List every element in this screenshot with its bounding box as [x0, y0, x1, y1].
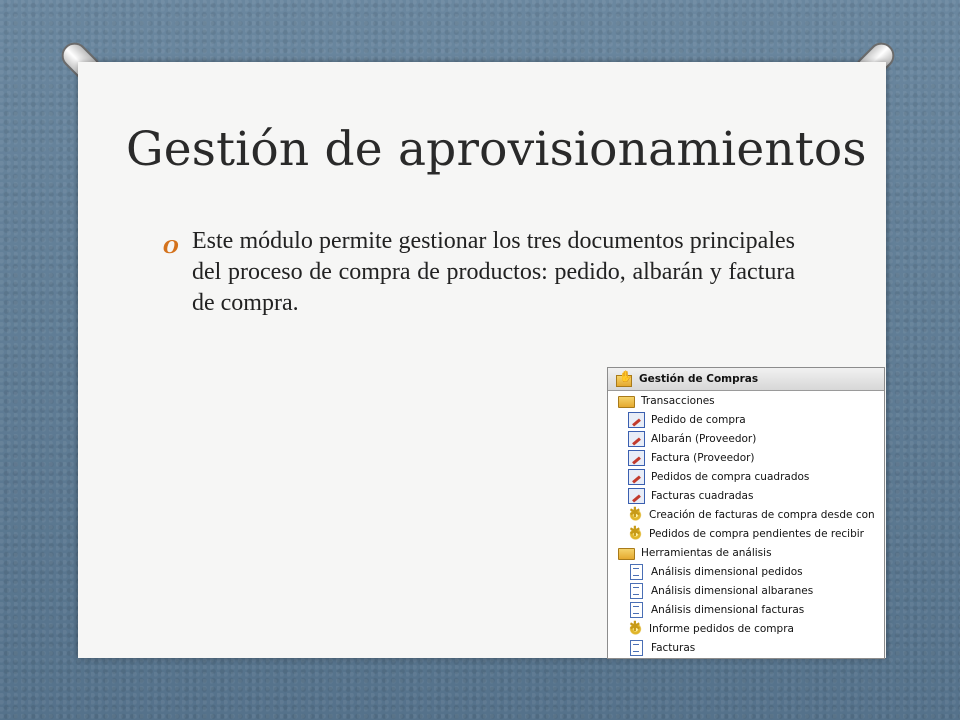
- tree-item-label: Pedidos de compra pendientes de recibir: [649, 527, 864, 540]
- tree-item[interactable]: [608, 429, 884, 448]
- tree-group[interactable]: [608, 391, 884, 410]
- tree-item-label: Facturas: [651, 641, 696, 654]
- folder-icon: [618, 396, 635, 408]
- tree-item-label: Pedidos de compra cuadrados: [651, 470, 810, 483]
- menu-tree: [608, 391, 884, 657]
- purchases-folder-icon: [616, 372, 632, 386]
- slide-title: Gestión de aprovisionamientos: [126, 122, 867, 177]
- report-icon: [630, 602, 643, 618]
- folder-icon: [618, 548, 635, 560]
- tree-item-label: Informe pedidos de compra: [649, 622, 794, 635]
- tree-item-label: Facturas cuadradas: [651, 489, 754, 502]
- menu-tree-panel: [607, 367, 885, 659]
- tree-item-label: Pedido de compra: [651, 413, 746, 426]
- bullet-marker: O: [163, 237, 179, 258]
- menu-tree-header[interactable]: [608, 368, 884, 391]
- menu-tree-header-label: Gestión de Compras: [639, 373, 759, 385]
- tree-item[interactable]: [608, 410, 884, 429]
- report-icon: [630, 564, 643, 580]
- tree-item[interactable]: [608, 562, 884, 581]
- window-icon: [628, 469, 645, 485]
- tree-item-label: Análisis dimensional pedidos: [651, 565, 803, 578]
- tree-item[interactable]: [608, 581, 884, 600]
- tree-item[interactable]: [608, 619, 884, 638]
- tree-item[interactable]: [608, 638, 884, 657]
- window-icon: [628, 412, 645, 428]
- tree-item-label: Creación de facturas de compra desde con: [649, 508, 875, 521]
- tree-group-label: Herramientas de análisis: [641, 546, 772, 559]
- gear-icon: [628, 508, 643, 522]
- tree-item-label: Factura (Proveedor): [651, 451, 755, 464]
- report-icon: [630, 640, 643, 656]
- tree-item[interactable]: [608, 524, 884, 543]
- tree-item[interactable]: [608, 505, 884, 524]
- report-icon: [630, 583, 643, 599]
- tree-group[interactable]: [608, 543, 884, 562]
- tree-group-label: Transacciones: [641, 394, 715, 407]
- window-icon: [628, 431, 645, 447]
- tree-item-label: Albarán (Proveedor): [651, 432, 757, 445]
- window-icon: [628, 488, 645, 504]
- gear-icon: [628, 527, 643, 541]
- tree-item[interactable]: [608, 448, 884, 467]
- window-icon: [628, 450, 645, 466]
- tree-item-label: Análisis dimensional facturas: [651, 603, 805, 616]
- tree-item[interactable]: [608, 467, 884, 486]
- tree-item[interactable]: [608, 600, 884, 619]
- gear-icon: [628, 622, 643, 636]
- tree-item-label: Análisis dimensional albaranes: [651, 584, 814, 597]
- bullet-text: Este módulo permite gestionar los tres documentos principales del proceso de compra de productos: pedido, albarán y factura de compra.: [192, 228, 795, 316]
- tree-item[interactable]: [608, 486, 884, 505]
